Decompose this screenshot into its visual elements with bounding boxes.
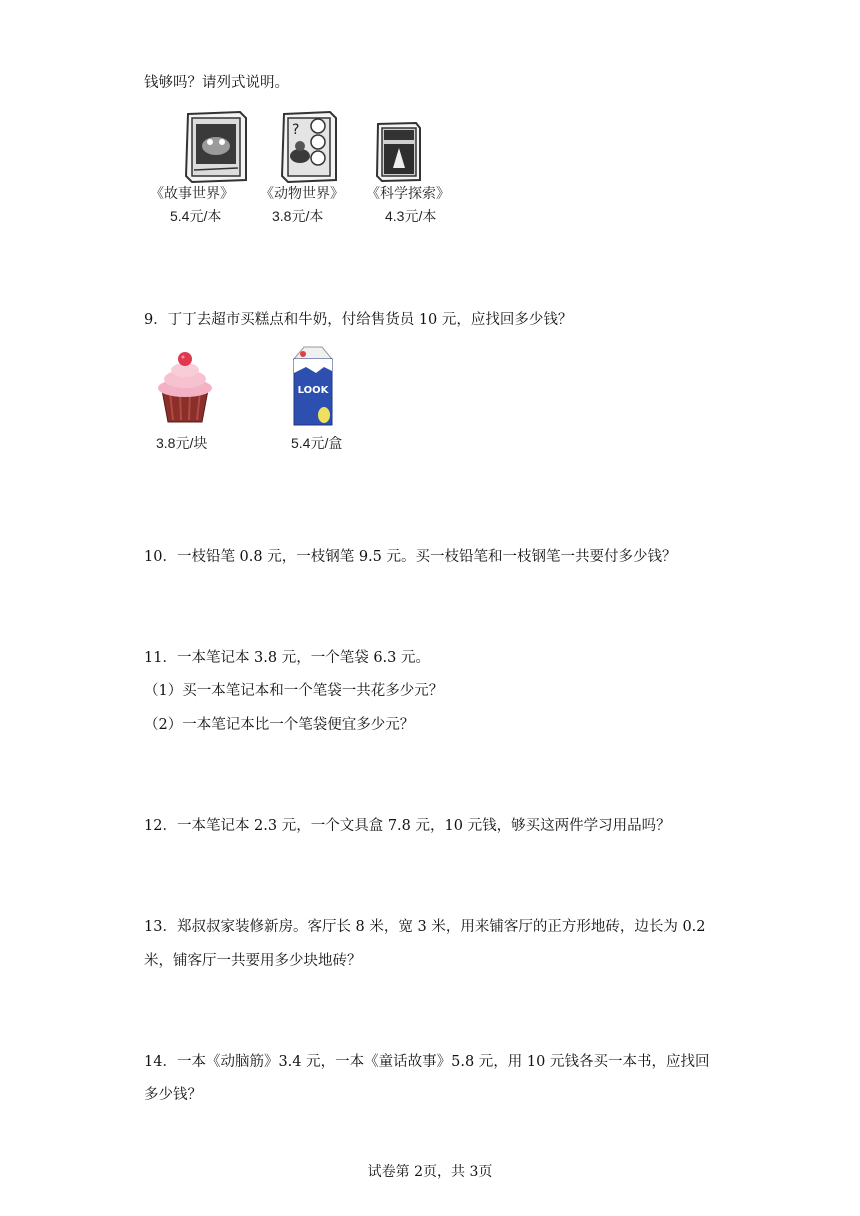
book-title-story: 《故事世界》 xyxy=(150,185,234,201)
question-14-line-1: 14．一本《动脑筋》3.4 元，一本《童话故事》5.8 元，用 10 元钱各买一本书，应找回 xyxy=(144,1054,710,1070)
animal-book-icon xyxy=(278,108,340,186)
carton-label: LOOK xyxy=(297,385,329,396)
question-14-line-2: 多少钱？ xyxy=(144,1087,202,1103)
intro-line: 钱够吗？请列式说明。 xyxy=(144,75,289,91)
book-title-animal: 《动物世界》 xyxy=(260,185,344,201)
question-11: 11．一本笔记本 3.8 元，一个笔袋 6.3 元。 xyxy=(144,650,431,666)
question-12: 12．一本笔记本 2.3 元，一个文具盒 7.8 元，10 元钱，够买这两件学习用品吗？ xyxy=(144,818,671,834)
milk-price: 5.4元/盒 xyxy=(291,435,343,451)
science-book-icon xyxy=(374,120,424,184)
question-9: 9．丁丁去超市买糕点和牛奶，付给售货员 10 元，应找回多少钱？ xyxy=(144,312,573,328)
milk-carton-icon xyxy=(286,345,340,427)
cupcake-icon xyxy=(150,348,220,426)
book-title-science: 《科学探索》 xyxy=(366,185,450,201)
book-price-story: 5.4元/本 xyxy=(170,208,222,224)
page-footer: 试卷第 2页，共 3页 xyxy=(367,1164,493,1180)
book-price-science: 4.3元/本 xyxy=(385,208,437,224)
svg-text:?: ? xyxy=(292,122,300,138)
story-book-icon xyxy=(180,108,252,186)
question-10: 10．一枝铅笔 0.8 元，一枝钢笔 9.5 元。买一枝铅笔和一枝钢笔一共要付多少钱？ xyxy=(144,549,677,565)
cake-price: 3.8元/块 xyxy=(156,435,208,451)
question-11-part-1: （1）买一本笔记本和一个笔袋一共花多少元？ xyxy=(144,683,444,699)
question-11-part-2: （2）一本笔记本比一个笔袋便宜多少元？ xyxy=(144,717,415,733)
book-price-animal: 3.8元/本 xyxy=(272,208,324,224)
question-13-line-1: 13．郑叔叔家装修新房。客厅长 8 米，宽 3 米，用来铺客厅的正方形地砖，边长为 0.2 xyxy=(144,919,706,935)
question-13-line-2: 米，铺客厅一共要用多少块地砖？ xyxy=(144,953,362,969)
